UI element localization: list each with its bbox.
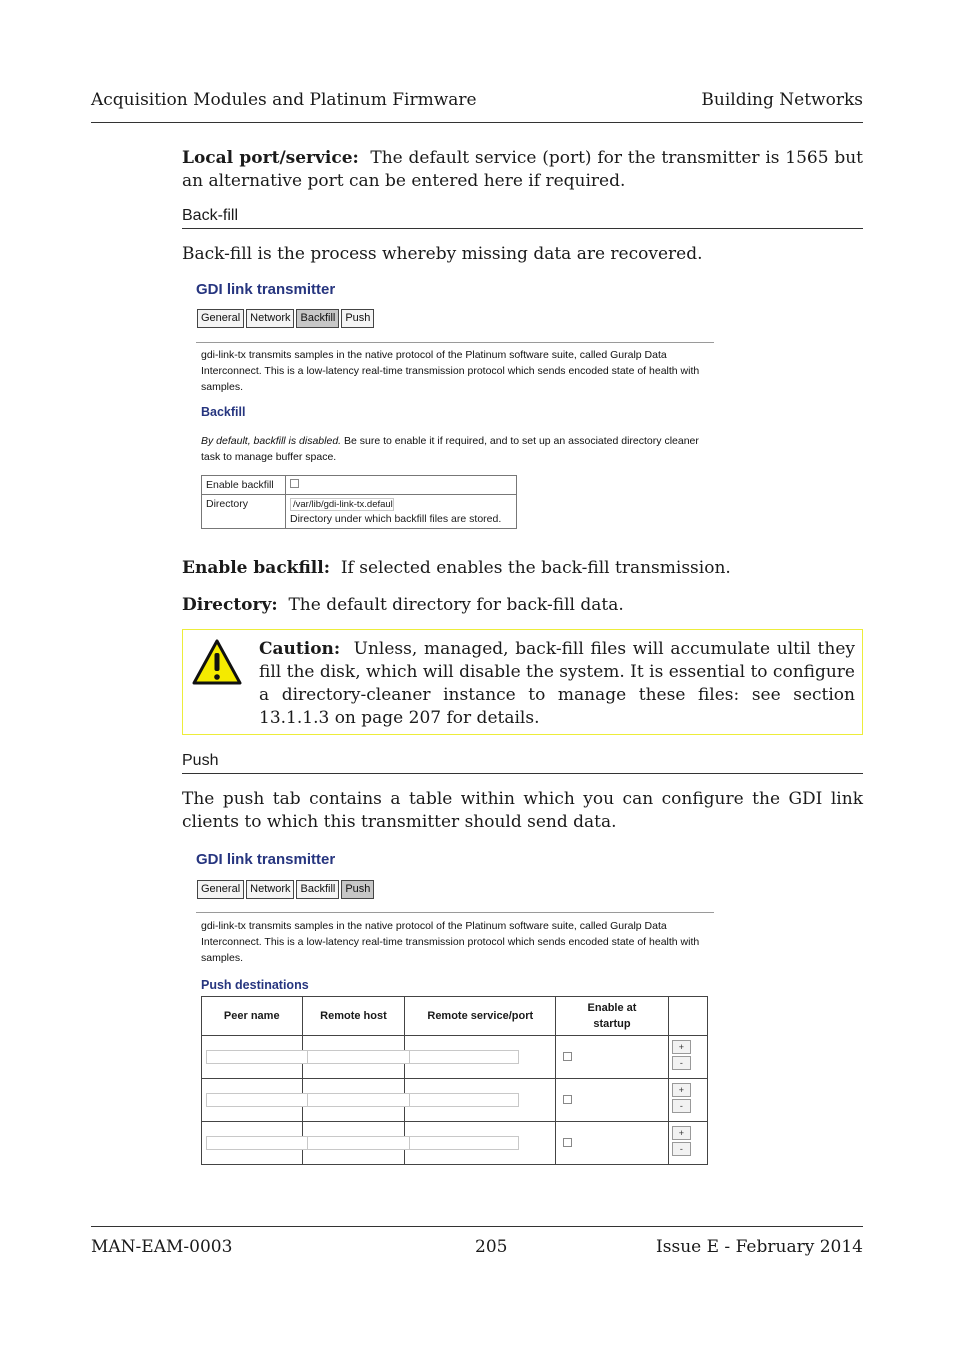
peer-name-cell	[202, 1122, 303, 1165]
row-actions-cell	[668, 1036, 707, 1079]
remote-service-cell	[405, 1079, 556, 1122]
enable-startup-cell	[556, 1122, 669, 1165]
row-actions	[672, 1081, 691, 1115]
remote-host-input[interactable]	[307, 1136, 417, 1150]
footer-rule	[91, 1226, 863, 1227]
shot1-title: GDI link transmitter	[196, 281, 336, 298]
intro-paragraph	[182, 147, 863, 193]
peer-name-input[interactable]	[206, 1093, 316, 1107]
peer-name-cell	[202, 1036, 303, 1079]
peer-name-input[interactable]	[206, 1136, 316, 1150]
shot1-note	[201, 433, 701, 465]
backfill-heading: Back-fill	[182, 207, 239, 224]
remote-host-cell	[302, 1079, 405, 1122]
tab-network[interactable]: Network	[246, 880, 294, 899]
push-paragraph: The push tab contains a table within which you can configure the GDI link clients to which this transmitter should send data.	[182, 789, 863, 832]
table-row	[202, 495, 517, 529]
definition-text: The default directory for back-fill data.	[288, 595, 624, 615]
column-header-remote-service: Remote service/port	[405, 997, 556, 1036]
remote-host-input[interactable]	[307, 1050, 417, 1064]
directory-cell	[286, 495, 517, 529]
intro-text: The default service (port) for the transmitter is 1565 but an alternative port can be entered here if required.	[182, 148, 864, 191]
row-actions	[672, 1038, 691, 1072]
remote-host-cell	[302, 1036, 405, 1079]
row-actions-cell	[668, 1079, 707, 1122]
column-header-remote-host: Remote host	[302, 997, 405, 1036]
column-header-peer-name: Peer name	[202, 997, 303, 1036]
definition-text: If selected enables the back-fill transmission.	[340, 558, 731, 578]
add-row-button[interactable]: +	[672, 1083, 691, 1097]
enable-startup-checkbox[interactable]	[563, 1095, 572, 1104]
shot1-description: gdi-link-tx transmits samples in the native protocol of the Platinum software suite, called Guralp Data Interconnect. This is a low-latency real-time transmission protocol which sends encoded state of health with samples.	[201, 349, 700, 393]
column-header-enable-startup: Enable at startup	[556, 997, 669, 1036]
running-header-left: Acquisition Modules and Platinum Firmware	[91, 90, 477, 110]
directory-input[interactable]: /var/lib/gdi-link-tx.defaul	[290, 498, 394, 511]
tab-backfill[interactable]: Backfill	[296, 309, 339, 328]
definition-label: Directory:	[182, 595, 278, 615]
shot1-divider	[196, 342, 714, 343]
backfill-settings-table	[201, 475, 517, 529]
enable-backfill-cell	[286, 476, 517, 495]
remove-row-button[interactable]: -	[672, 1142, 691, 1156]
directory-help: Directory under which backfill files are stored.	[290, 513, 502, 525]
tab-push[interactable]: Push	[341, 309, 374, 328]
peer-name-cell	[202, 1079, 303, 1122]
footer-page-number: 205	[475, 1237, 508, 1257]
shot1-note-rest: Be sure to enable it if required, and to set up an associated directory cleaner task to manage buffer space.	[201, 435, 699, 463]
caution-text: Unless, managed, back-fill files will accumulate ultil they fill the disk, which will disable the system. It is essential to configure a directory-cleaner instance to manage these files: see section 13.1.1.3 on page 207 for details.	[259, 639, 856, 728]
definition-label: Enable backfill:	[182, 558, 330, 578]
backfill-paragraph: Back-fill is the process whereby missing data are recovered.	[182, 244, 703, 264]
tab-network[interactable]: Network	[246, 309, 294, 328]
enable-startup-cell	[556, 1036, 669, 1079]
enable-startup-checkbox[interactable]	[563, 1138, 572, 1147]
caution-text-block	[259, 638, 855, 730]
push-heading-rule	[182, 773, 863, 774]
tab-general[interactable]: General	[197, 880, 244, 899]
header-rule	[91, 122, 863, 123]
remote-service-input[interactable]	[409, 1136, 519, 1150]
footer-document-id: MAN-EAM-0003	[91, 1237, 233, 1257]
shot2-divider	[196, 912, 714, 913]
backfill-screenshot	[190, 276, 720, 542]
shot1-note-italic: By default, backfill is disabled.	[201, 435, 342, 447]
remove-row-button[interactable]: -	[672, 1056, 691, 1070]
shot1-subtitle: Backfill	[201, 405, 246, 419]
shot2-title: GDI link transmitter	[196, 851, 336, 868]
add-row-button[interactable]: +	[672, 1126, 691, 1140]
enable-backfill-checkbox[interactable]	[290, 479, 299, 488]
enable-startup-cell	[556, 1079, 669, 1122]
remote-service-input[interactable]	[409, 1050, 519, 1064]
shot1-tab-bar	[197, 309, 374, 328]
caution-label: Caution:	[259, 639, 341, 659]
table-row	[202, 1036, 708, 1079]
add-row-button[interactable]: +	[672, 1040, 691, 1054]
backfill-heading-rule	[182, 228, 863, 229]
directory-label: Directory	[202, 495, 286, 529]
running-header-right: Building Networks	[701, 90, 863, 110]
caution-box	[182, 629, 863, 735]
enable-startup-checkbox[interactable]	[563, 1052, 572, 1061]
remote-service-cell	[405, 1036, 556, 1079]
push-screenshot	[190, 845, 726, 1170]
enable-backfill-label: Enable backfill	[202, 476, 286, 495]
table-header-row	[202, 997, 708, 1036]
remote-service-input[interactable]	[409, 1093, 519, 1107]
intro-label: Local port/service:	[182, 148, 359, 168]
row-actions-cell	[668, 1122, 707, 1165]
column-header-actions	[668, 997, 707, 1036]
tab-backfill[interactable]: Backfill	[296, 880, 339, 899]
remove-row-button[interactable]: -	[672, 1099, 691, 1113]
definition-enable-backfill	[182, 557, 731, 580]
tab-push[interactable]: Push	[341, 880, 374, 899]
remote-host-input[interactable]	[307, 1093, 417, 1107]
warning-triangle-icon	[191, 638, 243, 686]
definition-directory	[182, 594, 624, 617]
footer-issue: Issue E - February 2014	[656, 1237, 863, 1257]
push-heading: Push	[182, 752, 219, 769]
tab-general[interactable]: General	[197, 309, 244, 328]
shot2-description: gdi-link-tx transmits samples in the native protocol of the Platinum software suite, called Guralp Data Interconnect. This is a low-latency real-time transmission protocol which sends encoded state of health with samples.	[201, 920, 700, 964]
table-row	[202, 1079, 708, 1122]
peer-name-input[interactable]	[206, 1050, 316, 1064]
push-destinations-table	[201, 996, 708, 1165]
shot2-subtitle: Push destinations	[201, 978, 309, 992]
table-row	[202, 476, 517, 495]
shot2-tab-bar	[197, 880, 374, 899]
remote-service-cell	[405, 1122, 556, 1165]
remote-host-cell	[302, 1122, 405, 1165]
table-row	[202, 1122, 708, 1165]
row-actions	[672, 1124, 691, 1158]
